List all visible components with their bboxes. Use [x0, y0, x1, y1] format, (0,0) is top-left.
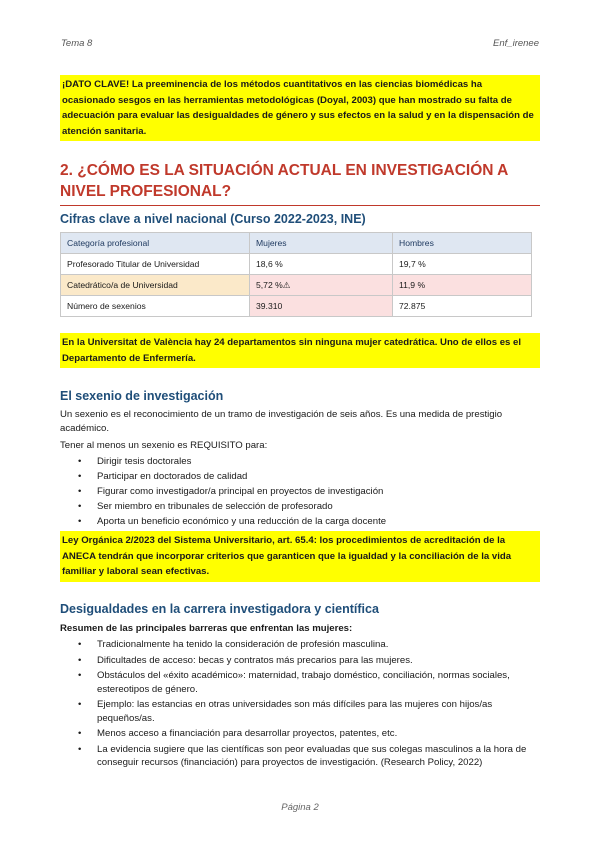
col-header-category: Categoría profesional [61, 233, 250, 254]
dato-clave-callout: ¡DATO CLAVE! La preeminencia de los métodos cuantitativos en las ciencias biomédicas ha ocasionado sesgos en las herramientas metodológicas (Doyal, 2003) que han mostrado su falta de adecuación para evaluar las desigualdades de género y sus efectos en la salud y en la dispensación de atención sanitaria. [60, 75, 540, 141]
table-row [61, 296, 532, 317]
list-item: • Dirigir tesis doctorales [60, 455, 542, 469]
list-item: • Obstáculos del «éxito académico»: maternidad, trabajo doméstico, conciliación, normas sociales, estereotipos de género. [60, 669, 542, 696]
table-cell-highlight: 5,72 %⚠ [250, 275, 393, 296]
table-cell: Profesorado Titular de Universidad [61, 254, 250, 275]
sexenio-requirements-list [60, 455, 542, 529]
table-cell: Número de sexenios [61, 296, 250, 317]
list-item: • Figurar como investigador/a principal en proyectos de investigación [60, 485, 542, 499]
list-item: • Menos acceso a financiación para desarrollar proyectos, patentes, etc. [60, 727, 542, 741]
ley-note-callout: Ley Orgánica 2/2023 del Sistema Universitario, art. 65.4: los procedimientos de acreditación de la ANECA tendrán que incorporar criterios que garanticen que la igualdad y la conciliación de la vida familiar y laboral sean efectivas. [60, 531, 540, 582]
desigualdades-intro: Resumen de las principales barreras que enfrentan las mujeres: [60, 623, 353, 634]
table-row [61, 254, 532, 275]
cifras-table [60, 232, 532, 317]
list-item: • Ejemplo: las estancias en otras universidades son más difíciles para las mujeres con hijos/as pequeños/as. [60, 698, 542, 725]
desigualdades-heading: Desigualdades en la carrera investigadora y científica [60, 602, 379, 616]
col-header-men: Hombres [393, 233, 532, 254]
list-item: • Aporta un beneficio económico y una reducción de la carga docente [60, 515, 542, 529]
list-item: • Dificultades de acceso: becas y contratos más precarios para las mujeres. [60, 654, 542, 668]
uv-note-callout: En la Universitat de València hay 24 departamentos sin ninguna mujer catedrática. Uno de ellos es el Departamento de Enfermería. [60, 333, 540, 368]
cifras-heading: Cifras clave a nivel nacional (Curso 2022-2023, INE) [60, 212, 366, 226]
table-cell: 19,7 % [393, 254, 532, 275]
table-header-row [61, 233, 532, 254]
table-cell-highlight: 11,9 % [393, 275, 532, 296]
sexenio-requirement-intro: Tener al menos un sexenio es REQUISITO para: [60, 440, 268, 451]
barriers-list [60, 638, 542, 770]
table-cell: 18,6 % [250, 254, 393, 275]
table-row [61, 275, 532, 296]
table-cell: 72.875 [393, 296, 532, 317]
section-title: 2. ¿CÓMO ES LA SITUACIÓN ACTUAL EN INVESTIGACIÓN A NIVEL PROFESIONAL? [60, 160, 540, 206]
col-header-women: Mujeres [250, 233, 393, 254]
header-topic: Tema 8 [61, 38, 93, 49]
table-cell: Catedrático/a de Universidad [61, 275, 250, 296]
table-cell-highlight: 39.310 [250, 296, 393, 317]
list-item: • Ser miembro en tribunales de selección de profesorado [60, 500, 542, 514]
header-author: Enf_irenee [493, 38, 539, 49]
list-item: • Participar en doctorados de calidad [60, 470, 542, 484]
list-item: • Tradicionalmente ha tenido la consideración de profesión masculina. [60, 638, 542, 652]
list-item: • La evidencia sugiere que las científicas son peor evaluadas que sus colegas masculinos a la hora de conseguir recursos (financiación) para proyectos de investigación. (Research Policy, 2022) [60, 743, 542, 770]
page-number: Página 2 [281, 802, 319, 813]
sexenio-definition: Un sexenio es el reconocimiento de un tramo de investigación de seis años. Es una medida de prestigio académico. [60, 409, 503, 434]
sexenio-heading: El sexenio de investigación [60, 389, 224, 403]
